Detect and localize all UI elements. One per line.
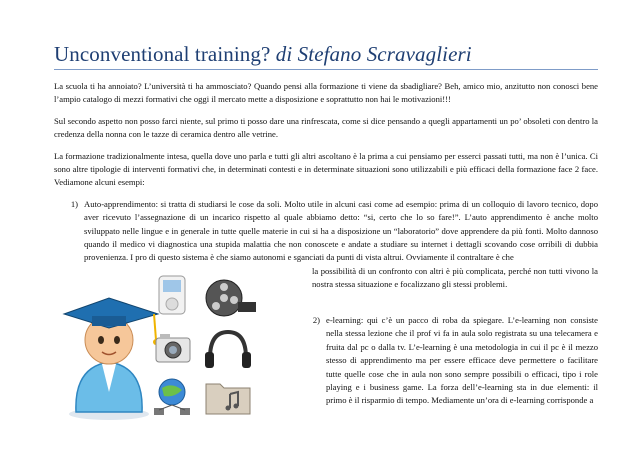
document-title xyxy=(54,42,599,67)
e-learning-illustration xyxy=(54,262,294,422)
list-item-1 xyxy=(54,198,598,265)
paragraph-3: La formazione tradizionalmente intesa, quella dove uno parla e tutti gli altri ascoltano è la prima a cui pensiamo per esserci passati tutti, ma non è l’unica. Ci sono altre tipologie di interventi formativi che, in determinati contesti e in determinate situazioni sono utilizzabili e più efficaci della formazione face 2 face. Vediamone alcuni esempi: xyxy=(54,150,598,188)
list-item-2 xyxy=(296,314,598,408)
article-body xyxy=(54,80,598,292)
headphones-icon xyxy=(205,332,251,368)
title-main: Unconventional training? xyxy=(54,42,271,66)
paragraph-2: Sul secondo aspetto non posso farci niente, sul primo ti posso dare una rinfrescata, come si dice pensando a quegli appartamenti un po’ obsoleti con dentro la credenza della nonna con le tazze di ceramica dentro alle vetrine. xyxy=(54,115,598,140)
list-text-2: e-learning: qui c’è un pacco di roba da spiegare. L’e-learning non consiste nella stessa lezione che il prof vi fa in aula solo registrata su una telecamera e fruita dal pc o dalla tv. L’e-learning è una metodologia in cui il pc è il mezzo stesso di apprendimento ma per essere efficace deve permettere o facilitare tutte quelle cose che in aula non sono sempre possibili o efficaci, tipo i role playing e i business game. La forza dell’e-learning sta in due elementi: il primo è il risparmio di tempo. Mediamente un’ora di e-learning corrisponde a xyxy=(326,315,598,406)
graduate-figure-icon xyxy=(64,298,159,420)
mp3-player-icon xyxy=(159,276,185,314)
camera-icon xyxy=(156,334,190,362)
music-folder-icon xyxy=(206,384,250,414)
film-reel-icon xyxy=(206,280,256,316)
list-number-1: 1) xyxy=(70,198,78,209)
list-text-1: Auto-apprendimento: si tratta di studiarsi le cose da soli. Molto utile in alcuni casi come ad esempio: prima di un colloquio di lavoro tecnico, dopo aver ricevuto l’assegnazione di un incarico rispetto al quale abbiamo detto: “si, certo che lo so fare!”. L’auto apprendimento è anche molto sviluppato nelle lingue e in generale in tutte quelle materie in cui si ha a disposizione un “laboratorio” dove apprendere da più fonti. Molto dannoso quando il medico vi diagnostica una stupida malattia che non conoscete e andate a studiare su internet i dettagli scovando cose orribili di dubbia provenienza. I pro di questo sistema è che siamo autonomi e sganciati da punti di vista altrui. Ovviamente il contraltare è che xyxy=(84,198,598,263)
paragraph-1: La scuola ti ha annoiato? L’università ti ha ammosciato? Quando pensi alla formazione ti viene da sbadigliare? Beh, amico mio, anzitutto non conosci bene l’ampio catalogo di mezzi formativi che oggi il mercato mette a disposizione e soprattutto non hai le motivazioni!!! xyxy=(54,81,598,105)
list-number-2: 2) xyxy=(312,315,320,325)
list-text-1-continued: la possibilità di un confronto con altri è più complicata, perché non tutti vivono la nostra stessa situazione e focalizzano gli stessi problemi. xyxy=(312,265,598,290)
network-globe-icon xyxy=(154,379,190,415)
title-author: di Stefano Scravaglieri xyxy=(275,42,472,66)
title-divider xyxy=(54,69,598,70)
